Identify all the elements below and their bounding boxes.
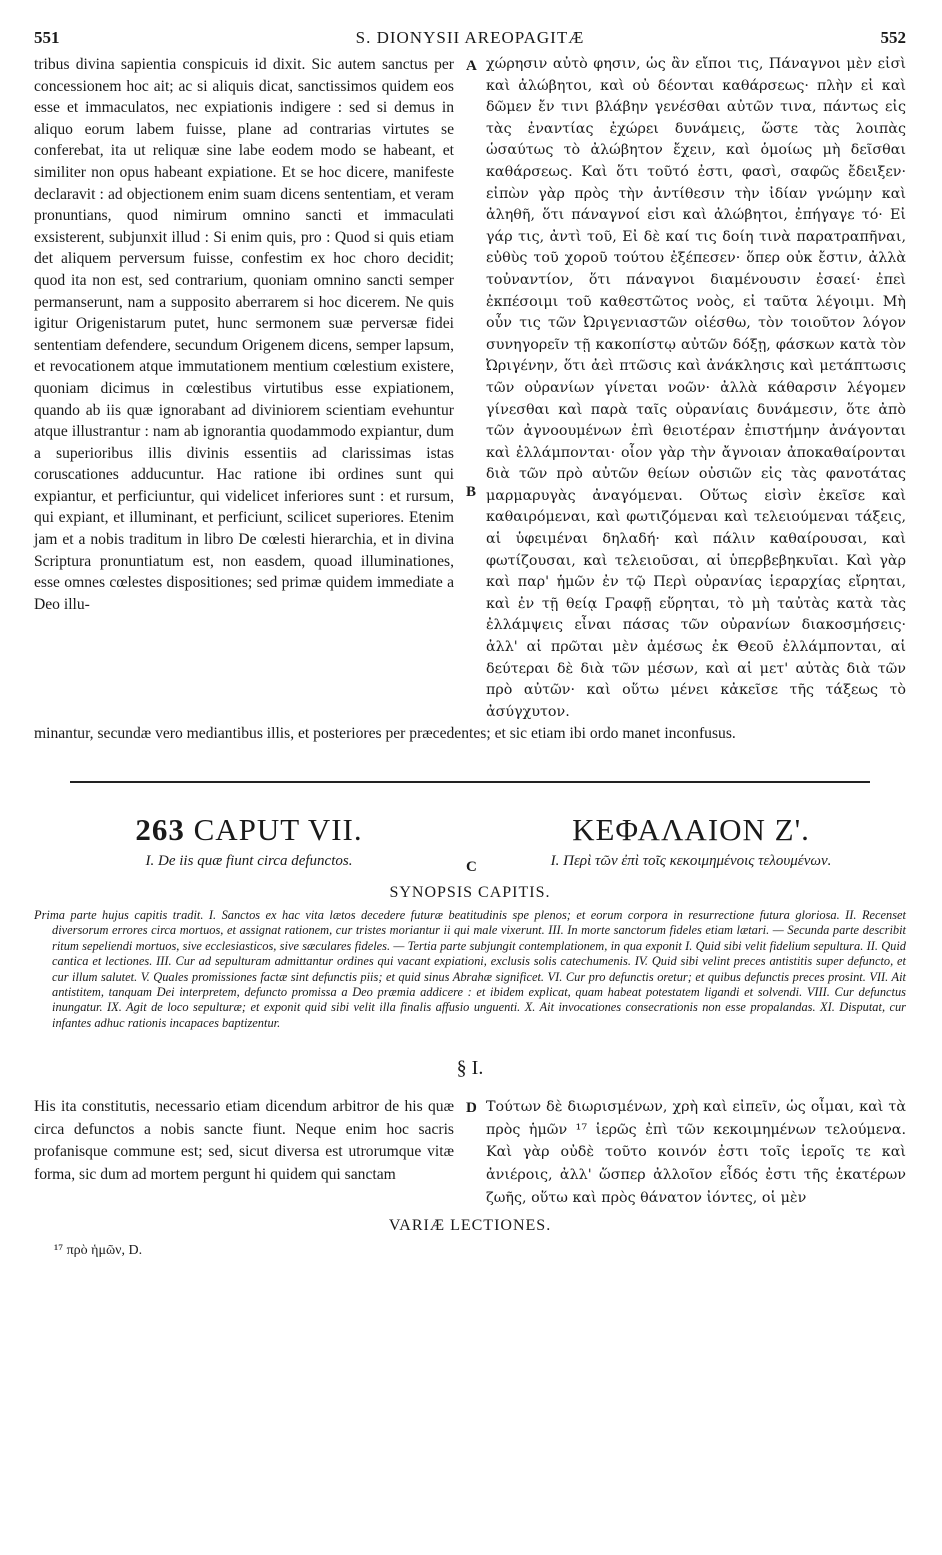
divider-rule bbox=[70, 781, 870, 783]
synopsis-text: Prima parte hujus capitis tradit. I. Sanctos ex hac vita lætos decedere futuræ beatitudinis spe plenos; et eorum corpora in resurrectione futura gloriosa. II. Recenset diversorum errores circa mortuos, et assignat rationem, cur tristes moriantur ii qui male vixerunt. III. In morte sanctorum fideles etiam lætari. — Secunda parte describit ritum sepeliendi mortuos, sive ecclesiasticos, sive sæculares fideles. — Tertia parte subjungit contemplationem, in qua exponit I. Quid sibi velit fidelium sepultura. II. Quid cantica et lectiones. III. Cur ad sepulturam admittantur ordines qui vacant expiationi, exclusis solis catechumenis. IV. Quid sibi velint preces antistitis super defuncto, et cur illum salutet. V. Quales promissiones factæ sint defunctis piis; et quid sinus Abrahæ significet. VI. Cur pro defunctis oretur; et quibus defunctis preces prosint. VII. Ait antistitem, tanquam Dei interpretem, defuncto promissa a Deo præmia addicere : et ibidem explicat, quam habeat potestatem ligandi et solvendi. VIII. Cur defunctus inungatur. IX. Agit de loco sepulturæ; et exponit quid sibi velit illa finalis affusio unguenti. X. Ait invocationes consecrationis non esse propalandas. XI. Disputat, cur infantes adhuc rationis incapaces baptizentur. bbox=[34, 908, 906, 1030]
margin-marker-d: D bbox=[466, 1100, 477, 1117]
greek-text: χώρησιν αὐτὸ φησιν, ὡς ἂν εἴποι τις, Πάναγνοι μὲν εἰσὶ καὶ ἀλώβητοι, καὶ οὐ δέονται καθάρσεως· πλὴν εἰ καὶ δῶμεν ἔν τινι βλάβην γενέσθαι αὐτῶν τινα, πάντως εἰς τὰς ἐναντίας ἐχώρει δυνάμεις, ὥστε τὰς λοιπὰς ὡσαύτως τὸ ἀλώβητον ἔχειν, καὶ ὁμοίως μὴ δεῖσθαι καθάρσεως. Καὶ ὅτι τοῦτό ἐστι, φασὶ, σαφῶς ἔδειξεν· εἰπὼν γὰρ πρὸς τὴν ἀντίθεσιν τὴν ἰδίαν γνώμην καὶ ἀληθῆ, ὅτι πάναγνοί εἰσι καὶ ἀλώβητοι, ἐπήγαγε τό· Εἰ γάρ τις, ἀντὶ τοῦ, Εἰ δὲ καί τις δοίη τινὰ παρατραπῆναι, εὐθὺς τοῦ χοροῦ τούτου ἐξέπεσεν· ὅπερ οὐκ ἔστιν, ἀλλὰ τοὐναντίον, ὅτι πάναγνοι διαμένουσιν ἐσαεί· ἐπεὶ ἐκπέσοιμι τοῦ καθεστῶτος νοὸς, εἰ ταῦτα λέγοιμι. Μὴ οὖν τις τῶν Ὠριγενιαστῶν οἰέσθω, τὸν τοιοῦτον λόγον συνηγορεῖν τῇ κακοπίστῳ αὐτῶν δόξῃ, φάσκων κατὰ τὸν Ὠριγένην, ὅτι ἀεὶ πτῶσις καὶ ἀνάκλησις καὶ μετάπτωσις τῶν οὐρανίων γίνεται νοῶν· ἀλλὰ κάθαρσιν λέγομεν γίνεσθαι καὶ παρὰ ταῖς οὐρανίαις δυνάμεσιν, ὅτε ἀπὸ τῶν ἀγνοουμένων ἐπὶ θειοτέραν ἐπιστήμην ἀνάγονται καὶ ἐλλάμπονται· οἷον γὰρ τὴν ἄγνοιαν ἀποκαθαίρονται διὰ τῶν πρὸ αὐτῶν θείων οὐσιῶν εἰς τὰς φανοτάτας μαρμαρυγὰς ἀναγόμεναι. Οὕτως εἰσὶν ἐκεῖσε καὶ καθαιρόμεναι, καὶ φωτιζόμεναι καὶ τελειούμεναι τάξεις, αἱ ὑφειμέναι δηλαδή· καὶ πάλιν καθαίρουσαι, καὶ φωτίζουσαι, καὶ τελειοῦσαι, αἱ ὑπερβεβηκυῖαι. Καὶ γὰρ καὶ παρ' ἡμῶν ἐν τῷ Περὶ οὐρανίας ἱεραρχίας εἴρηται, καὶ ἐν τῇ θείᾳ Γραφῇ εὕρηται, τὸ μὴ ταὐτὰς κατὰ τὰς ἐλλάμψεις εἶναι πάσας τῶν οὐρανίων διακοσμήσεις· ἀλλ' αἱ πρῶται μὲν ἀμέσως ἐκ Θεοῦ ἐλλάμπονται, αἱ δεύτεραι δὲ διὰ τῶν μέσων, καὶ αἱ μετ' αὐτὰς διὰ τῶν πρὸ αὐτῶν· καὶ οὕτω μένει κἀκεῖσε τῆς τάξεως τὸ ἀσύγχυτον. bbox=[486, 56, 906, 720]
section-latin-text: His ita constitutis, necessario etiam dicendum arbitror de his quæ circa defunctos a nobis sancte fiunt. Neque enim hoc sacris profanisque commune est; sed, sicut diversa est utrorumque vitæ forma, sic dum ad mortem pergunt hi quidem qui sanctam bbox=[34, 1098, 454, 1184]
latin-column bbox=[34, 54, 454, 723]
running-head bbox=[34, 28, 906, 54]
section-mark: § I. bbox=[456, 1057, 484, 1080]
section-greek-column bbox=[486, 1096, 906, 1209]
page-number-left: 551 bbox=[34, 28, 60, 47]
latin-continuation: minantur, secundæ vero mediantibus illis, et posteriores per præcedentes; et sic etiam ibi ordo manet inconfusus. bbox=[34, 725, 736, 743]
margin-marker-c: C bbox=[466, 859, 477, 875]
margin-marker-a: A bbox=[466, 58, 477, 74]
latin-text: tribus divina sapientia conspicuis id dixit. Sic autem sanctus per concessionem hoc ait; ac si aliquis dicat, sanctissimos quidem eos esse et immaculatos, nec expiationis indigere : sed si demus in aliquo eorum labem fuisse, plane ad contrarias virtutes se conferebat, ita ut reliquæ sine labe eodem modo se habeant, et similiter non opus habeant expiatione. Et se hoc dicere, manifeste declaravit : ad objectionem enim suam dicens sententiam, et veram pronuntians, quod nimirum omnino sancti et immaculati exsisterent, subjunxit illud : Si enim quis, pro : Quod si quis etiam det aliquem perversum fuisse, confestim ex hoc choro decidit; quod ita non est, sed contrarium, quoniam omnino sancti semper permanserunt, nam a supposito aberrarem si hoc dicerem. Ne quis igitur Origenistarum putet, hunc sermonem suæ perversæ fidei sententiam defendere, secundum Origenem dicens, semper lapsum, et revocationem atque immutationem mentium cœlestium existere, quoniam dicimus in cœlestibus virtutibus esse expiationem, quando ab iis quæ ignorabant ad diviniorem scientiam evehuntur atque illustrantur : nam ab ignorantia quodammodo expiantur, dum a superioribus illis divinis essentiis ad clarissimas istas coruscationes adducuntur. Hac ratione ibi ordines sunt qui expiantur, et perficiuntur, qui videlicet inferiores sunt : et rursum, qui expiant, et illuminant, et perficiunt, scilicet superiores. Etenim jam et a nobis traditum in libro De cœlesti hierarchia, et in divina Scriptura pronuntiatum est, non easdem, quoad illuminationes, esse omnes cœlestes dispositiones; sed primæ quidem immediate a Deo illu- bbox=[34, 56, 454, 613]
section-greek-text: Τούτων δὲ διωρισμένων, χρὴ καὶ εἰπεῖν, ὡς οἶμαι, καὶ τὰ πρὸς ἡμῶν ¹⁷ ἱερῶς ἐπὶ τῶν κεκοιμημένων τελούμενα. Καὶ γὰρ οὐδὲ τοῦτο κοινόν ἐστι τοῖς ἱεροῖς τε καὶ ἀνιέροις, ἀλλ' ὥσπερ ἀλλοῖον εἶδός ἐστι τῆς ἑκατέρων ζωῆς, οὕτω καὶ πρὸς θάνατον ἰόντες, οἱ μὲν bbox=[486, 1099, 906, 1206]
greek-chapter-heading bbox=[476, 813, 906, 870]
section-columns bbox=[34, 1096, 906, 1209]
greek-chapter-title: ΚΕΦΑΛΑΙΟΝ Ζ'. bbox=[572, 812, 810, 847]
page-number-right: 552 bbox=[880, 28, 906, 47]
synopsis-title: SYNOPSIS CAPITIS. bbox=[389, 884, 551, 901]
section-latin-column bbox=[34, 1096, 454, 1209]
greek-chapter-subtitle: I. Περὶ τῶν ἐπὶ τοῖς κεκοιμημένοις τελουμένων. bbox=[550, 853, 832, 869]
latin-chapter-heading bbox=[34, 813, 464, 870]
running-title: S. DIONYSII AREOPAGITÆ bbox=[355, 28, 585, 47]
greek-column bbox=[486, 54, 906, 723]
margin-marker-b: B bbox=[466, 484, 477, 500]
page bbox=[34, 28, 906, 1259]
latin-chapter-subtitle: I. De iis quæ fiunt circa defunctos. bbox=[145, 853, 353, 869]
latin-chapter-title: CAPUT VII. bbox=[193, 812, 363, 847]
footnote: ¹⁷ πρὸ ἡμῶν, D. bbox=[54, 1243, 143, 1259]
column-number: 263 bbox=[135, 812, 185, 847]
variae-lectiones-title: VARIÆ LECTIONES. bbox=[388, 1217, 552, 1235]
